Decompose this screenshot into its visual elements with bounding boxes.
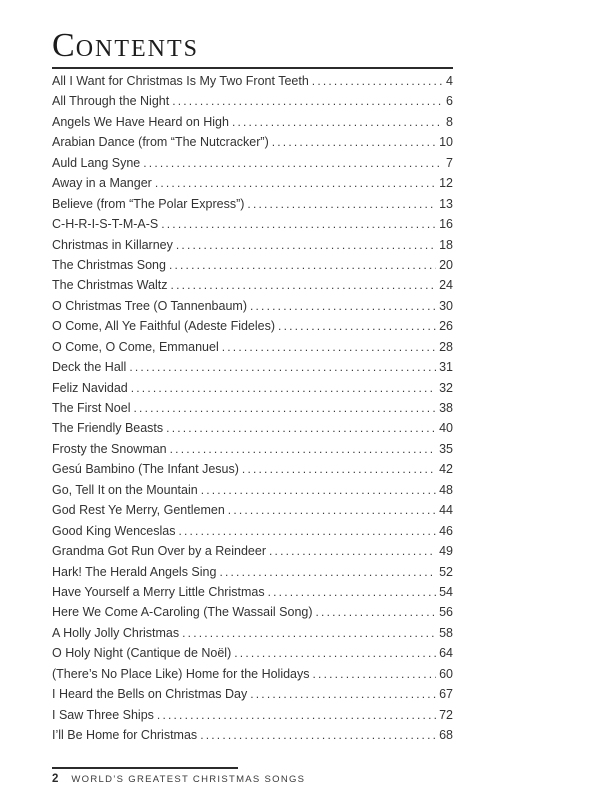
song-title: God Rest Ye Merry, Gentlemen (52, 503, 225, 518)
dot-leader (161, 217, 436, 231)
toc-list (52, 74, 453, 748)
toc-entry (52, 156, 453, 176)
folio-page-number: 2 (52, 773, 59, 785)
song-page-number: 32 (439, 380, 453, 395)
toc-entry (52, 646, 453, 666)
song-page-number: 56 (439, 605, 453, 620)
dot-leader (250, 687, 436, 701)
song-title: A Holly Jolly Christmas (52, 625, 180, 640)
dot-leader (134, 401, 437, 415)
song-page-number: 4 (446, 74, 453, 88)
dot-leader (131, 381, 436, 395)
song-title: I’ll Be Home for Christmas (52, 728, 198, 742)
song-title: The First Noel (52, 401, 131, 415)
song-title: All Through the Night (52, 94, 170, 109)
dot-leader (234, 646, 436, 660)
toc-entry (52, 728, 453, 748)
dot-leader (171, 278, 437, 292)
footer-rule (52, 767, 238, 769)
song-title: The Christmas Waltz (52, 278, 168, 293)
toc-entry (52, 135, 453, 155)
dot-leader (143, 156, 443, 170)
toc-entry (52, 667, 453, 687)
song-page-number: 40 (439, 421, 453, 436)
toc-entry (52, 565, 453, 585)
dot-leader (222, 340, 436, 354)
dot-leader (242, 462, 436, 476)
song-title: Christmas in Killarney (52, 237, 173, 252)
dot-leader (200, 728, 436, 742)
song-page-number: 64 (439, 646, 453, 661)
toc-entry (52, 319, 453, 339)
toc-entry (52, 708, 453, 728)
dot-leader (129, 360, 436, 374)
toc-entry (52, 605, 453, 625)
dot-leader (182, 626, 436, 640)
song-page-number: 42 (439, 462, 453, 477)
dot-leader (278, 319, 436, 333)
contents-column (52, 0, 453, 748)
song-title: Gesú Bambino (The Infant Jesus) (52, 462, 239, 477)
song-title: O Holy Night (Cantique de Noël) (52, 646, 232, 661)
dot-leader (219, 565, 436, 579)
song-page-number: 6 (446, 94, 453, 109)
dot-leader (250, 299, 436, 313)
toc-entry (52, 401, 453, 421)
dot-leader (176, 238, 436, 252)
song-title: Have Yourself a Merry Little Christmas (52, 584, 265, 599)
song-title: Away in a Manger (52, 176, 152, 191)
song-page-number: 8 (446, 114, 453, 129)
dot-leader (169, 258, 436, 272)
song-title: O Come, O Come, Emmanuel (52, 339, 219, 354)
toc-entry (52, 585, 453, 605)
toc-entry (52, 74, 453, 94)
song-page-number: 10 (439, 135, 453, 150)
song-page-number: 44 (439, 503, 453, 518)
song-page-number: 7 (446, 155, 453, 170)
book-title: WORLD’S GREATEST CHRISTMAS SONGS (71, 774, 306, 785)
toc-entry (52, 381, 453, 401)
song-title: All I Want for Christmas Is My Two Front Teeth (52, 74, 309, 88)
toc-entry (52, 462, 453, 482)
dot-leader (170, 442, 436, 456)
toc-entry (52, 360, 453, 380)
song-title: Deck the Hall (52, 360, 127, 375)
song-page-number: 38 (439, 401, 453, 415)
song-page-number: 60 (439, 666, 453, 681)
toc-entry (52, 524, 453, 544)
song-title: Feliz Navidad (52, 380, 128, 395)
song-title: Here We Come A-Caroling (The Wassail Song) (52, 605, 313, 620)
song-page-number: 52 (439, 564, 453, 579)
song-title: I Heard the Bells on Christmas Day (52, 687, 248, 702)
song-page-number: 35 (439, 441, 453, 456)
song-page-number: 12 (439, 176, 453, 191)
song-title: O Come, All Ye Faithful (Adeste Fideles) (52, 319, 276, 334)
song-page-number: 24 (439, 278, 453, 293)
song-page-number: 49 (439, 544, 453, 559)
toc-entry (52, 421, 453, 441)
song-page-number: 46 (439, 523, 453, 538)
toc-entry (52, 483, 453, 503)
song-page-number: 16 (439, 217, 453, 232)
song-page-number: 48 (439, 482, 453, 497)
song-title: Good King Wenceslas (52, 523, 176, 538)
song-page-number: 18 (439, 237, 453, 252)
song-page-number: 31 (439, 360, 453, 375)
song-title: The Friendly Beasts (52, 421, 164, 436)
page-title: CONTENTS (52, 27, 200, 64)
dot-leader (272, 135, 436, 149)
dot-leader (201, 483, 436, 497)
song-page-number: 30 (439, 298, 453, 313)
toc-entry (52, 544, 453, 564)
dot-leader (313, 667, 437, 681)
song-title: C-H-R-I-S-T-M-A-S (52, 217, 159, 232)
heading-rule (52, 67, 453, 69)
song-title: The Christmas Song (52, 257, 166, 272)
dot-leader (312, 74, 443, 88)
toc-entry (52, 503, 453, 523)
toc-entry (52, 238, 453, 258)
song-title: Believe (from “The Polar Express”) (52, 196, 245, 211)
song-title: Arabian Dance (from “The Nutcracker”) (52, 135, 269, 150)
song-page-number: 28 (439, 339, 453, 354)
dot-leader (232, 115, 443, 129)
song-page-number: 20 (439, 257, 453, 272)
song-title: (There’s No Place Like) Home for the Holidays (52, 666, 310, 681)
song-page-number: 67 (439, 687, 453, 702)
toc-entry (52, 687, 453, 707)
song-title: Auld Lang Syne (52, 155, 141, 170)
toc-entry (52, 442, 453, 462)
page-footer (52, 767, 453, 785)
song-title: O Christmas Tree (O Tannenbaum) (52, 298, 247, 313)
dot-leader (178, 524, 436, 538)
dot-leader (155, 176, 436, 190)
song-page-number: 58 (439, 625, 453, 640)
song-title: Hark! The Herald Angels Sing (52, 564, 217, 579)
song-title: Angels We Have Heard on High (52, 114, 229, 129)
toc-entry (52, 258, 453, 278)
song-page-number: 26 (439, 319, 453, 334)
dot-leader (316, 605, 437, 619)
song-page-number: 13 (439, 196, 453, 211)
toc-entry (52, 278, 453, 298)
dot-leader (247, 197, 436, 211)
song-title: Grandma Got Run Over by a Reindeer (52, 544, 266, 559)
song-title: I Saw Three Ships (52, 707, 154, 722)
song-page-number: 72 (439, 707, 453, 722)
toc-entry (52, 217, 453, 237)
dot-leader (228, 503, 436, 517)
toc-entry (52, 115, 453, 135)
toc-entry (52, 94, 453, 114)
song-title: Go, Tell It on the Mountain (52, 482, 198, 497)
song-page-number: 68 (439, 728, 453, 742)
dot-leader (166, 421, 436, 435)
footer-text (52, 773, 453, 785)
song-page-number: 54 (439, 584, 453, 599)
toc-entry (52, 626, 453, 646)
song-title: Frosty the Snowman (52, 441, 167, 456)
dot-leader (268, 585, 437, 599)
dot-leader (172, 94, 443, 108)
dot-leader (157, 708, 436, 722)
dot-leader (269, 544, 436, 558)
toc-entry (52, 340, 453, 360)
toc-entry (52, 299, 453, 319)
toc-entry (52, 197, 453, 217)
toc-entry (52, 176, 453, 196)
